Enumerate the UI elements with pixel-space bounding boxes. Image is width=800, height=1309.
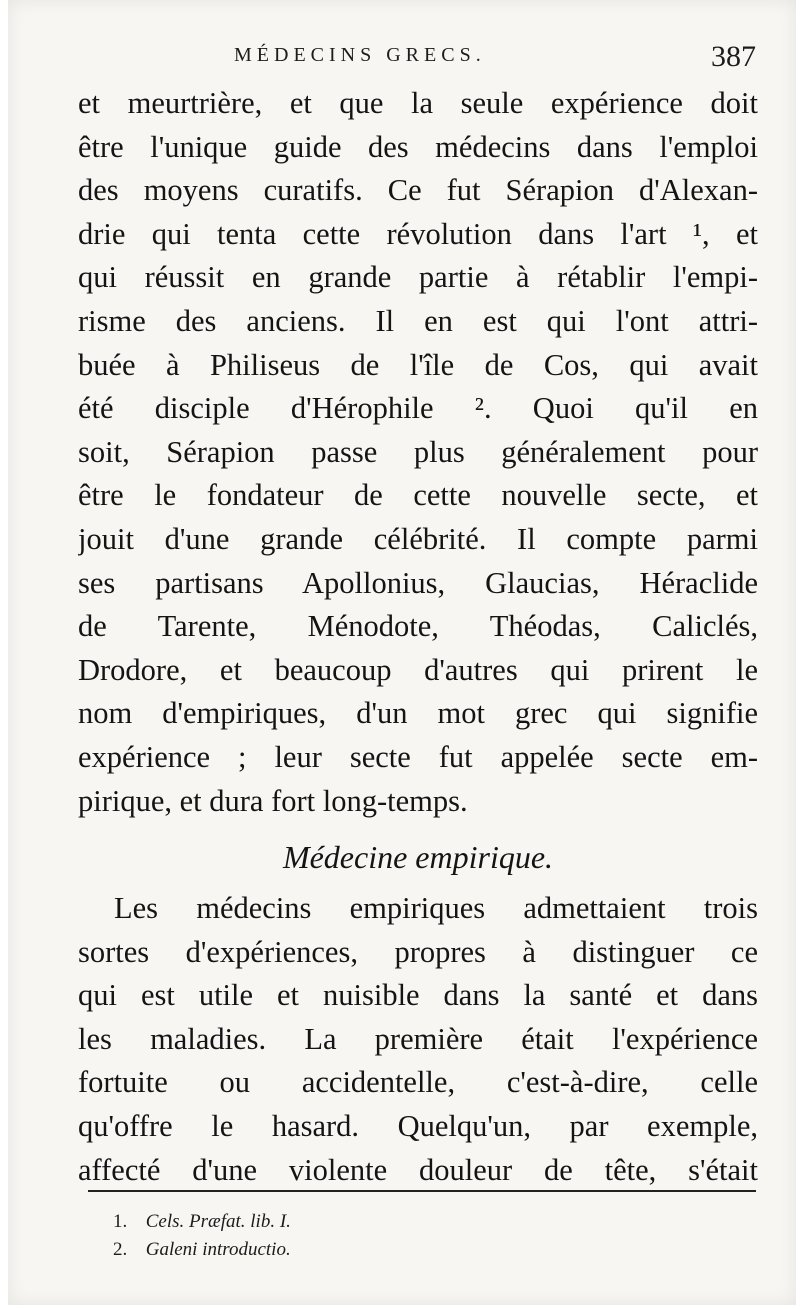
text-line: être le fondateur de cette nouvelle secte, et	[78, 478, 758, 513]
text-line: qui réussit en grande partie à rétablir l'empi-	[78, 260, 758, 295]
text-line: sortes d'expériences, propres à distinguer ce	[78, 934, 758, 969]
page-number: 387	[711, 40, 756, 73]
text-line: qu'offre le hasard. Quelqu'un, par exemple,	[78, 1109, 758, 1144]
running-title: MÉDECINS GRECS.	[234, 44, 486, 66]
footnotes	[113, 1208, 291, 1264]
text-line: été disciple d'Hérophile ². Quoi qu'il en	[78, 391, 758, 426]
page-header	[8, 38, 796, 78]
text-line: ses partisans Apollonius, Glaucias, Héraclide	[78, 565, 758, 600]
text-line: jouit d'une grande célébrité. Il compte parmi	[78, 521, 758, 556]
book-page	[8, 0, 796, 1305]
text-line: pirique, et dura fort long-temps.	[78, 783, 468, 818]
text-line: nom d'empiriques, d'un mot grec qui signifie	[78, 696, 758, 731]
text-line: fortuite ou accidentelle, c'est-à-dire, celle	[78, 1065, 758, 1100]
text-line: être l'unique guide des médecins dans l'emploi	[78, 129, 758, 164]
footnote-text: Galeni introductio.	[145, 1239, 291, 1260]
text-line: buée à Philiseus de l'île de Cos, qui avait	[78, 347, 758, 382]
text-line: de Tarente, Ménodote, Théodas, Caliclés,	[78, 609, 758, 644]
text-line: affecté d'une violente douleur de tête, s'était	[78, 1152, 758, 1187]
text-line: Drodore, et beaucoup d'autres qui prirent le	[78, 652, 758, 687]
footnote	[113, 1208, 291, 1236]
footnote-number: 1.	[113, 1211, 128, 1232]
text-line: risme des anciens. Il en est qui l'ont attri-	[78, 303, 758, 338]
footnote-rule	[88, 1190, 756, 1192]
section-heading: Médecine empirique.	[282, 839, 554, 876]
text-line: soit, Sérapion passe plus généralement pour	[78, 434, 758, 469]
text-line: et meurtrière, et que la seule expérience doit	[78, 86, 758, 120]
footnote	[113, 1236, 291, 1264]
text-line: qui est utile et nuisible dans la santé et dans	[78, 978, 758, 1013]
text-line: les maladies. La première était l'expérience	[78, 1021, 758, 1056]
text-line: Les médecins empiriques admettaient trois	[114, 891, 758, 926]
text-line: expérience ; leur secte fut appelée secte em-	[78, 739, 758, 774]
text-line: drie qui tenta cette révolution dans l'art ¹, et	[78, 216, 758, 251]
footnote-number: 2.	[113, 1239, 128, 1260]
body-text	[78, 82, 758, 1192]
text-line: des moyens curatifs. Ce fut Sérapion d'Alexan-	[78, 173, 758, 208]
footnote-text: Cels. Præfat. lib. I.	[145, 1211, 291, 1232]
